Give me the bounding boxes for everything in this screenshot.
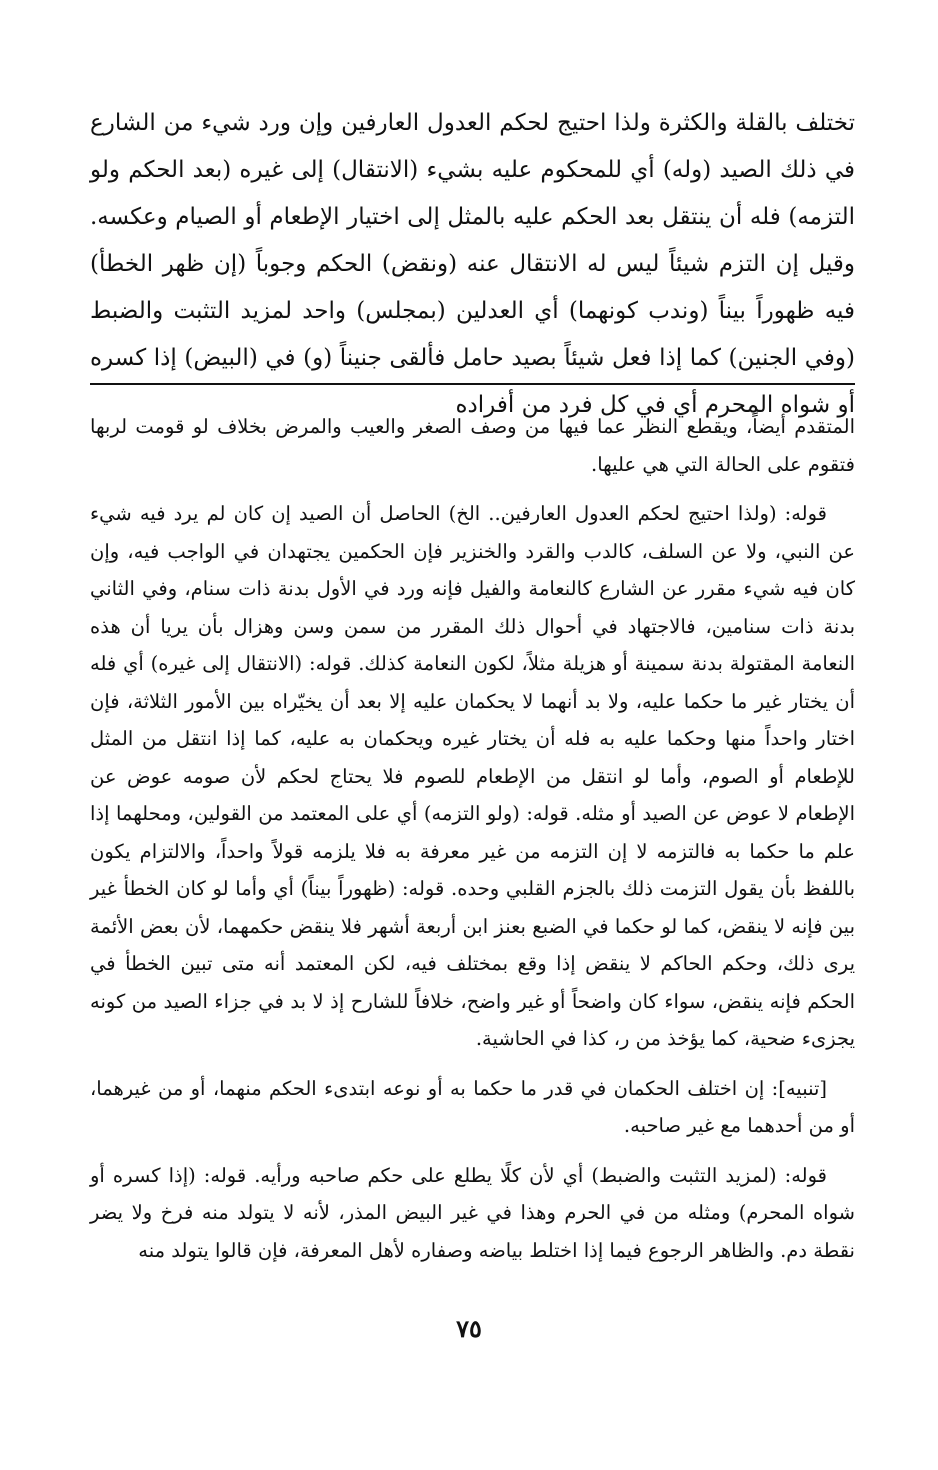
footnote-paragraph: [تنبيه]: إن اختلف الحكمان في قدر ما حكما به أو نوعه ابتدىء الحكم منهما، أو من غيرهما، أو من أحدهما مع غير صاحبه.	[90, 1076, 855, 1137]
main-paragraph: تختلف بالقلة والكثرة ولذا احتيج لحكم العدول العارفين وإن ورد شيء من الشارع في ذلك الصيد (وله) أي للمحكوم عليه بشيء (الانتقال) إلى غيره (بعد الحكم ولو التزمه) فله أن ينتقل بعد الحكم عليه بالمثل إلى اختيار الإطعام أو الصيام وعكسه. وقيل إن التزم شيئاً ليس له الانتقال عنه (ونقض) الحكم وجوباً (إن ظهر الخطأ) فيه ظهوراً بيناً (وندب كونهما) أي العدلين (بمجلس) واحد لمزيد التثبت والضبط (وفي الجنين) كما إذا فعل شيئاً بصيد حامل فألقى جنيناً (و) في (البيض) إذا كسره أو شواه المحرم أي في كل فرد من أفراده	[90, 110, 855, 418]
footnote-paragraph: قوله: (ولذا احتيج لحكم العدول العارفين.. الخ) الحاصل أن الصيد إن كان لم يرد فيه شيء عن النبي، ولا عن السلف، كالدب والقرد والخنزير فإن الحكمين يجتهدان في الواجب فيه، وإن كان فيه شيء مقرر عن الشارع كالنعامة والفيل فإنه ورد في الأول بدنة ذات سنام، وفي الثاني بدنة ذات سنامين، فالاجتهاد في أحوال ذلك المقرر من سمن وسن وهزال بأن يريا أن هذه النعامة المقتولة بدنة سمينة أو هزيلة مثلاً، لكون النعامة كذلك. قوله: (الانتقال إلى غيره) أي فله أن يختار غير ما حكما عليه، ولا بد أنهما لا يحكمان عليه إلا بعد أن يخيّراه بين الأمور الثلاثة، فإن اختار واحداً منها وحكما عليه به فله أن يختار غيره ويحكمان به عليه، كما إذا انتقل من المثل للإطعام أو الصوم، وأما لو انتقل من الإطعام للصوم فلا يحتاج لحكم لأن صومه عوض عن الإطعام لا عوض عن الصيد أو مثله. قوله: (ولو التزمه) أي على المعتمد من القولين، ومحلهما إذا علم ما حكما به فالتزمه لا إن التزمه من غير معرفة به فلا يلزمه قولاً واحداً، والالتزام يكون باللفظ بأن يقول التزمت ذلك بالجزم القلبي وحده. قوله: (ظهوراً بيناً) أي وأما لو كان الخطأ غير بين فإنه لا ينقض، كما لو حكما في الضبع بعنز ابن أربعة أشهر فلا ينقض حكمهما، لأن بعض الأئمة يرى ذلك، وحكم الحاكم لا ينقض إذا وقع بمختلف فيه، لكن المعتمد أنه متى تبين الخطأ في الحكم فإنه ينقض، سواء كان واضحاً أو غير واضح، خلافاً للشارح إذ لا بد في جزاء الصيد من كونه يجزىء ضحية، كما يؤخذ من ر، كذا في الحاشية.	[90, 502, 855, 1050]
page-number: ٧٥	[456, 1314, 482, 1343]
footnote-paragraph: قوله: (لمزيد التثبت والضبط) أي لأن كلًا يطلع على حكم صاحبه ورأيه. قوله: (إذا كسره أو شواه المحرم) ومثله من في الحرم وهذا في غير البيض المذر، لأنه لا يتولد منه فرخ ولا يضر نقطة دم. والظاهر الرجوع فيما إذا اختلط بياضه وصفاره لأهل المعرفة، فإن قالوا يتولد منه	[90, 1163, 855, 1262]
main-text-block	[90, 100, 855, 429]
footnote-separator	[90, 383, 855, 385]
footnotes-block	[90, 408, 855, 1281]
footnote-paragraph: المتقدم أيضاً، ويقطع النظر عما فيها من وصف الصغر والعيب والمرض بخلاف لو قومت لربها فتقوم على الحالة التي هي عليها.	[90, 415, 855, 476]
